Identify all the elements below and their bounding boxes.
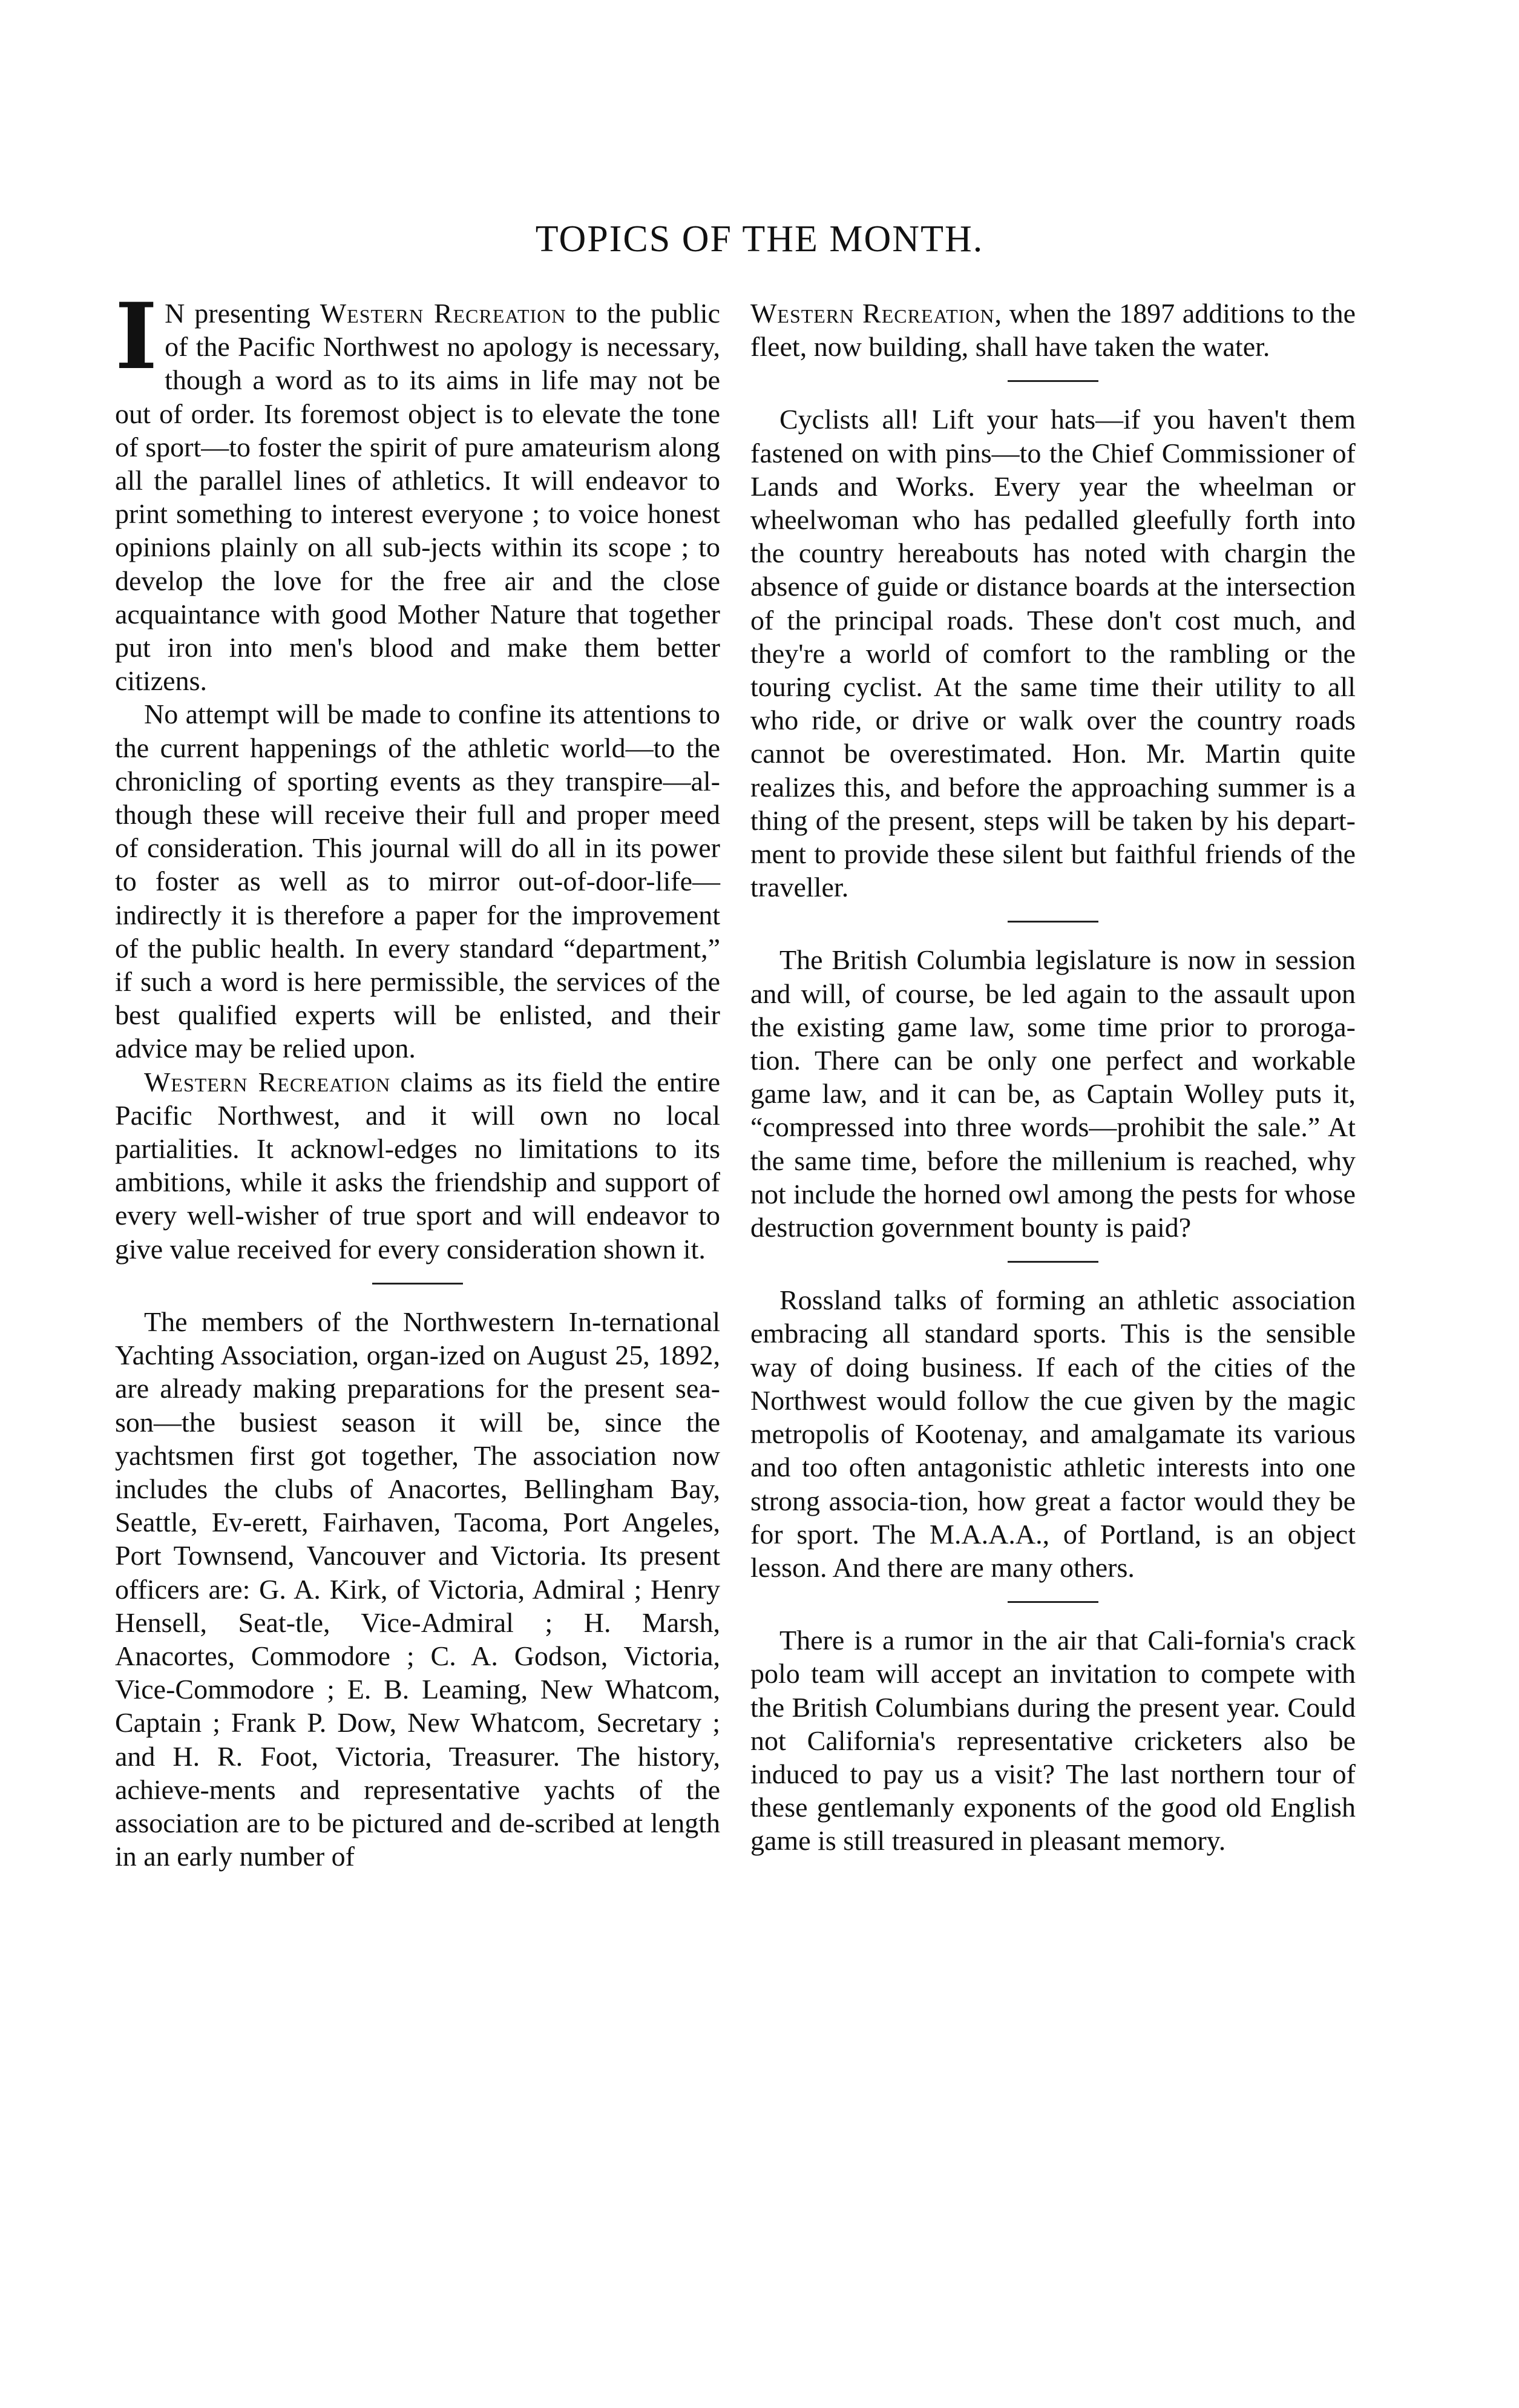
right-column <box>750 297 1356 1858</box>
article-paragraph <box>115 1065 720 1266</box>
drop-cap-letter: I <box>115 283 158 390</box>
cyclists-paragraph: Cyclists all! Lift your hats—if you haven't them fastened on with pins—to the Chief Commissioner of Lands and Works. Every year the wheelman or wheelwoman who has pedalled gleefully forth into the country hereabouts has noted with chargin the absence of guide or distance boards at the intersection of the principal roads. These don't cost much, and they're a world of comfort to the rambling or the touring cyclist. At the same time their utility to all who ride, or drive or walk over the country roads cannot be overestimated. Hon. Mr. Martin quite realizes this, and before the approaching summer is a thing of the present, steps will be taken by his depart-ment to provide these silent but faithful friends of the traveller. <box>750 404 1356 903</box>
rossland-paragraph: Rossland talks of forming an athletic association embracing all standard sports. This is the sensible way of doing business. If each of the cities of the Northwest would follow the cue given by the magic metropolis of Kootenay, and amalgamate its various and too often antagonistic athletic interests into one strong associa-tion, how great a factor would they be for sport. The M.A.A.A., of Portland, is an object lesson. And there are many others. <box>750 1285 1356 1583</box>
page-title: TOPICS OF THE MONTH. <box>535 219 984 260</box>
section-divider <box>372 1283 463 1285</box>
section-divider <box>1008 1261 1098 1263</box>
section-divider <box>1008 1601 1098 1603</box>
yachting-paragraph-continued <box>750 297 1356 363</box>
publication-name: Western Recreation <box>750 298 995 329</box>
publication-name: Western Recreation <box>320 298 566 329</box>
article-paragraph: No attempt will be made to confine its attentions to the current happenings of the athletic world—to the chronicling of sporting events as they transpire—al-though these will receive their full and proper meed of consideration. This journal will do all in its power to foster as well as to mirror out-of-door-life—indirectly it is therefore a paper for the improvement of the public health. In every standard “department,” if such a word is here permissible, the services of the best qualified experts will be enlisted, and their advice may be relied upon. <box>115 699 720 1064</box>
paragraph-body-text: claims as its field the entire Pacific Northwest, and it will own no local partialities. It acknowl-edges no limitations to its ambitions, while it asks the friendship and support of every well-wisher of true sport and will endeavor to give value received for every consideration shown it. <box>115 1066 721 1265</box>
paragraph-body-text: , when the 1897 additions to the fleet, now building, shall have taken the water. <box>750 298 1356 363</box>
publication-name: Western Recreation <box>144 1066 391 1097</box>
legislature-paragraph: The British Columbia legislature is now in session and will, of course, be led again to the assault upon the existing game law, some time prior to proroga-tion. There can be only one perfect and workable game law, and it can be, as Captain Wolley puts it, “compressed into three words—prohibit the sale.” At the same time, before the millenium is reached, why not include the horned owl among the pests for whose destruction government bounty is paid? <box>750 944 1356 1243</box>
polo-paragraph: There is a rumor in the air that Cali-fornia's crack polo team will accept an invitation to compete with the British Columbians during the present year. Could not California's representative cricketers also be induced to pay us a visit? The last northern tour of these gentlemanly exponents of the good old English game is still treasured in pleasant memory. <box>750 1625 1356 1857</box>
intro-lead-text: N presenting <box>165 298 320 329</box>
yachting-paragraph: The members of the Northwestern In-ternational Yachting Association, organ-ized on August 25, 1892, are already making preparations for the present sea-son—the busiest season it will be, since the yachtsmen first got together, The association now includes the clubs of Anacortes, Bellingham Bay, Seattle, Ev-erett, Fairhaven, Tacoma, Port Angeles, Port Townsend, Vancouver and Victoria. Its present officers are: G. A. Kirk, of Victoria, Admiral ; Henry Hensell, Seat-tle, Vice-Admiral ; H. Marsh, Anacortes, Commodore ; C. A. Godson, Victoria, Vice-Commodore ; E. B. Leaming, New Whatcom, Captain ; Frank P. Dow, New Whatcom, Secretary ; and H. R. Foot, Victoria, Treasurer. The history, achieve-ments and representative yachts of the association are to be pictured and de-scribed at length in an early number of <box>115 1306 720 1872</box>
left-column <box>115 283 721 1873</box>
intro-body-text: to the public of the Pacific Northwest no apology is necessary, though a word as to its aims in life may not be out of order. Its foremost object is to elevate the tone of sport—to foster the spirit of pure amateurism along all the parallel lines of athletics. It will endeavor to print something to interest everyone ; to voice honest opinions plainly on all sub-jects within its scope ; to develop the love for the free air and the close acquaintance with good Mother Nature that together put iron into men's blood and make them better citizens. <box>115 298 720 697</box>
section-divider <box>1008 921 1098 923</box>
section-divider <box>1008 380 1098 382</box>
article-intro-paragraph <box>115 283 720 697</box>
